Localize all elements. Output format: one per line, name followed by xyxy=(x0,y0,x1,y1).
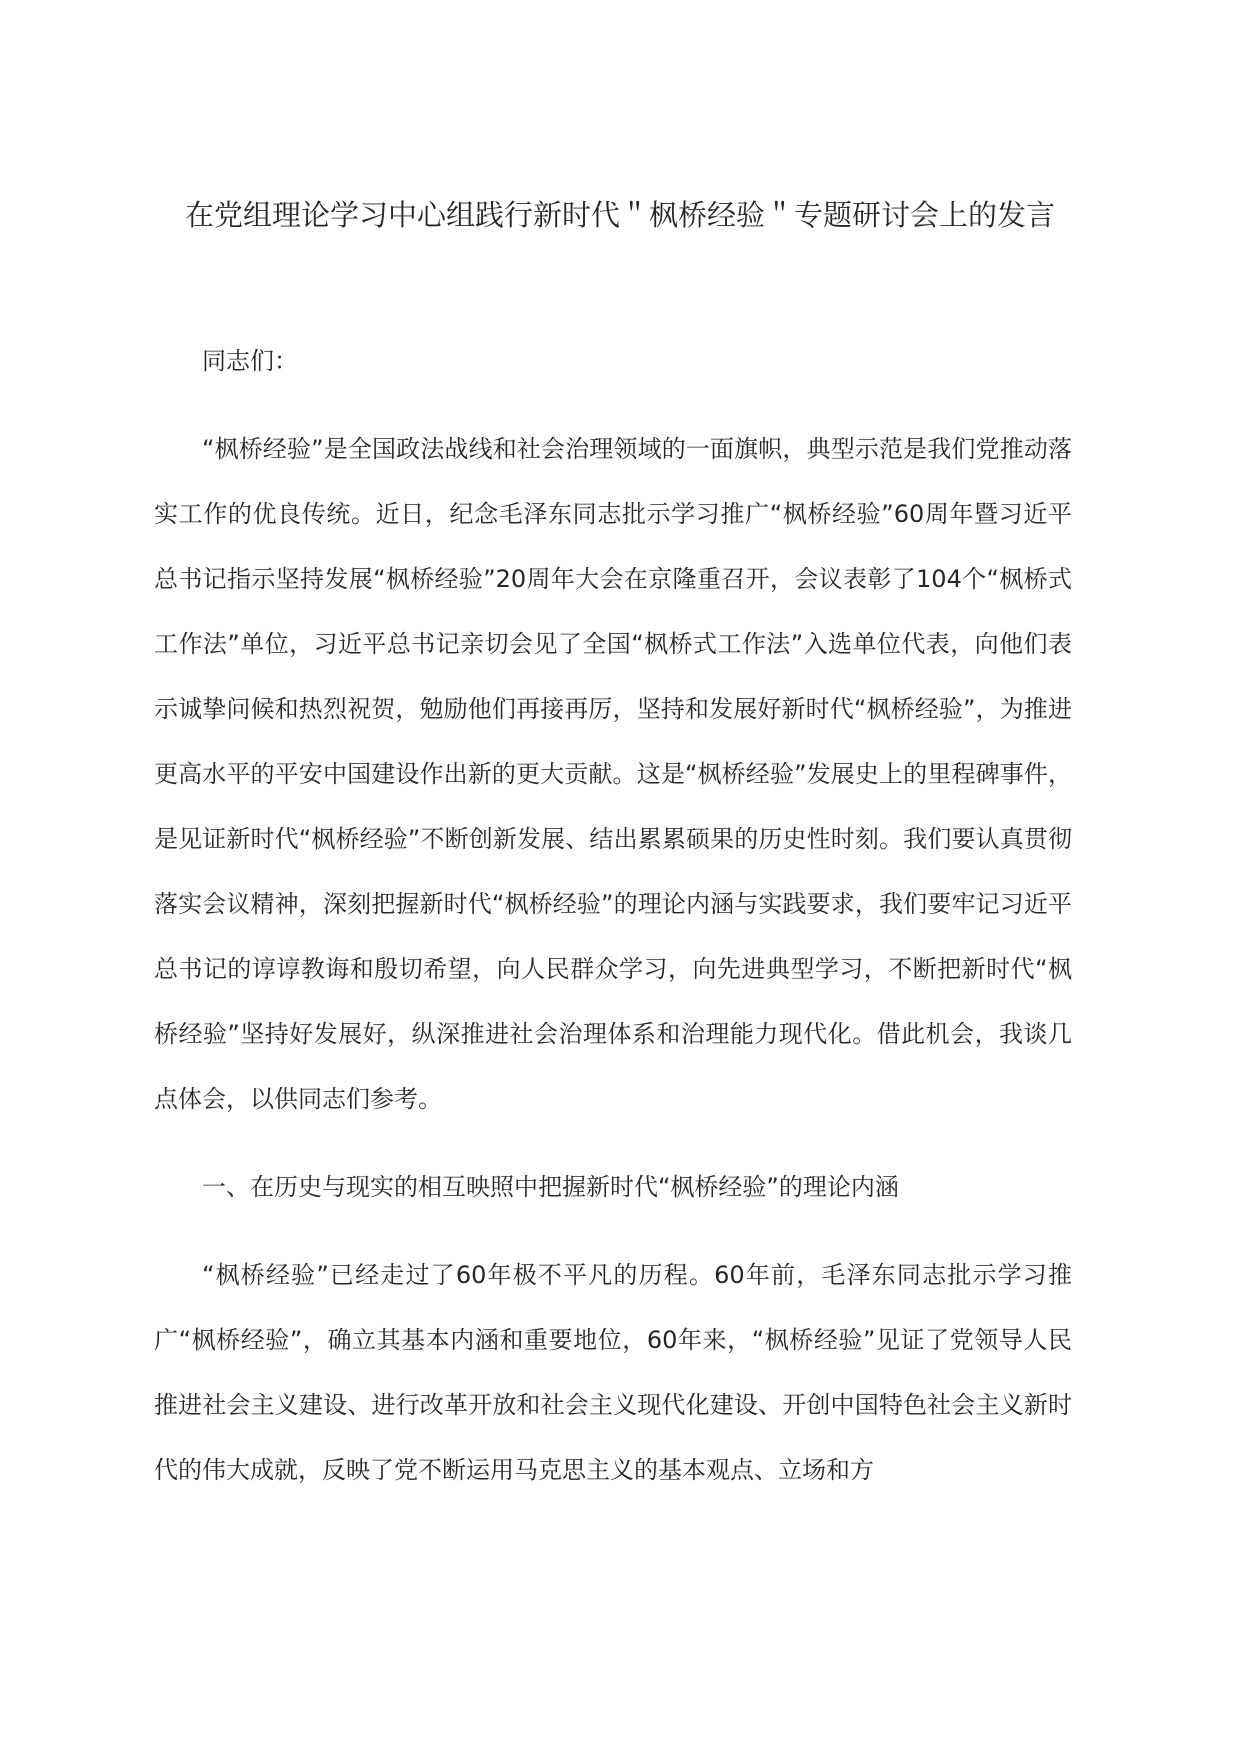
section-heading: 一、在历史与现实的相互映照中把握新时代“枫桥经验”的理论内涵 xyxy=(202,1173,899,1201)
document-title: 在党组理论学习中心组践行新时代＂枫桥经验＂专题研讨会上的发言 xyxy=(184,198,1055,232)
paragraph: “枫桥经验”是全国政法战线和社会治理领域的一面旗帜，典型示范是我们党推动落实工作的优良传统。近日，纪念毛泽东同志批示学习推广“枫桥经验”60周年暨习近平总书记指示坚持发展“枫桥经验”20周年大会在京隆重召开，会议表彰了104个“枫桥式工作法”单位，习近平总书记亲切会见了全国“枫桥式工作法”入选单位代表，向他们表示诚挚问候和热烈祝贺，勉励他们再接再厉，坚持和发展好新时代“枫桥经验”，为推进更高水平的平安中国建设作出新的更大贡献。这是“枫桥经验”发展史上的里程碑事件，是见证新时代“枫桥经验”不断创新发展、结出累累硕果的历史性时刻。我们要认真贯彻落实会议精神，深刻把握新时代“枫桥经验”的理论内涵与实践要求，我们要牢记习近平总书记的谆谆教诲和殷切希望，向人民群众学习，向先进典型学习，不断把新时代“枫桥经验”坚持好发展好，纵深推进社会治理体系和治理能力现代化。借此机会，我谈几点体会，以供同志们参考。 xyxy=(154,435,1072,1113)
paragraph: “枫桥经验”已经走过了60年极不平凡的历程。60年前，毛泽东同志批示学习推广“枫桥经验”，确立其基本内涵和重要地位，60年来，“枫桥经验”见证了党领导人民推进社会主义建设、进行改革开放和社会主义现代化建设、开创中国特色社会主义新时代的伟大成就，反映了党不断运用马克思主义的基本观点、立场和方 xyxy=(154,1261,1072,1484)
salutation: 同志们： xyxy=(202,347,298,375)
document-body xyxy=(154,329,1072,1526)
